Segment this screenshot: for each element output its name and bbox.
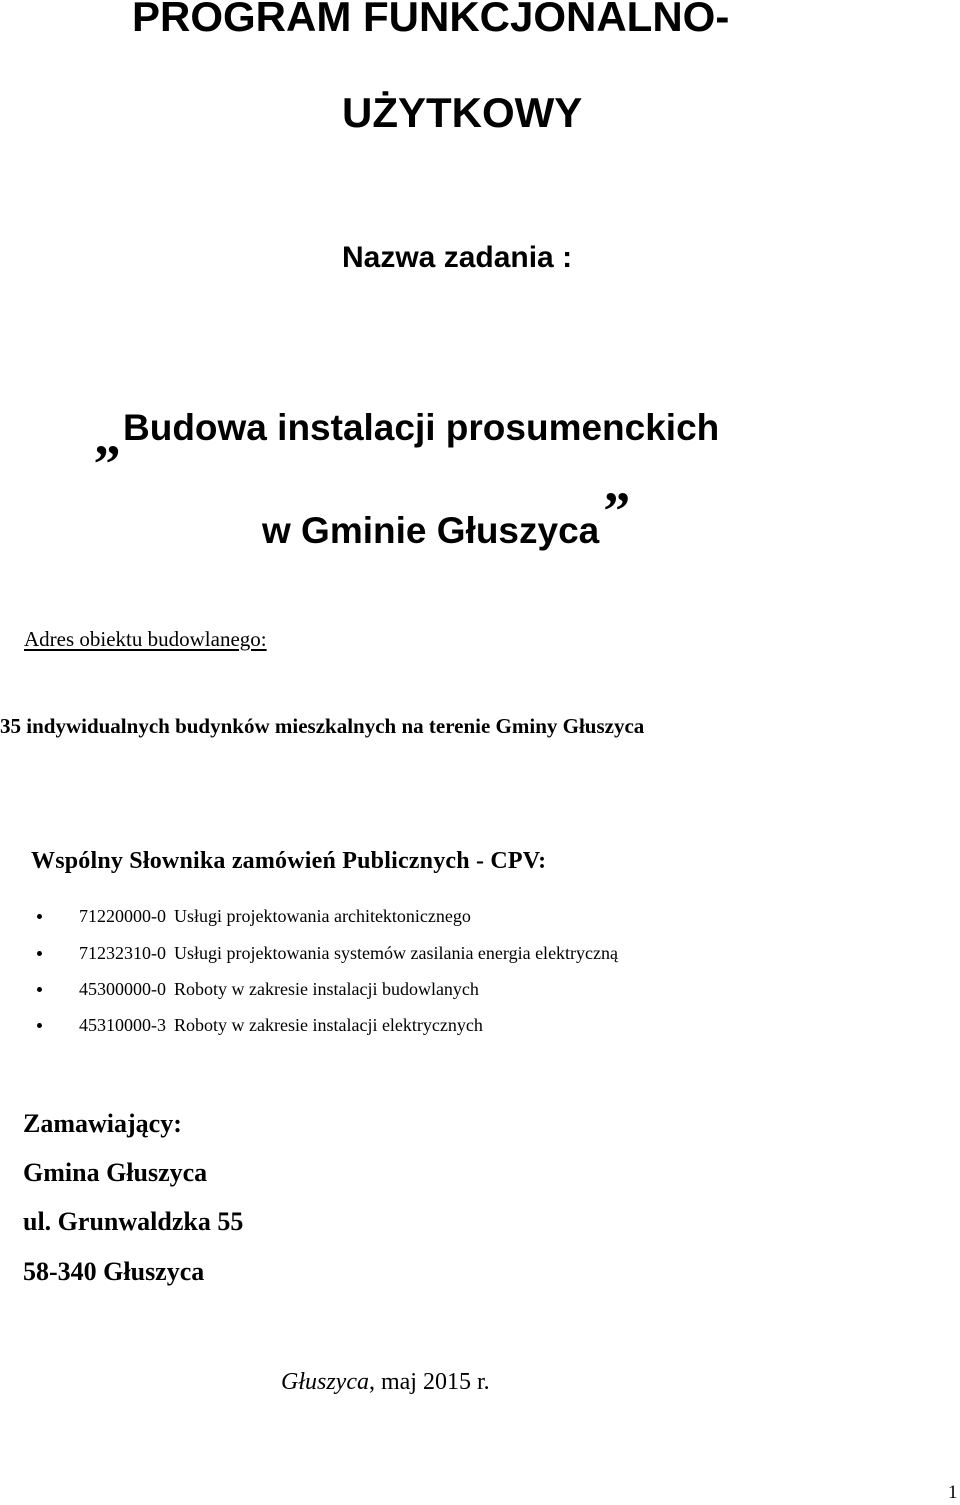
client-name: Gmina Głuszyca: [23, 1158, 208, 1187]
task-name-text-1: Budowa instalacji prosumenckich: [123, 407, 720, 448]
task-name-text-2: w Gminie Głuszyca: [262, 510, 600, 551]
place-and-date: [281, 1370, 490, 1394]
cpv-description: Roboty w zakresie instalacji elektrycznych: [174, 1015, 483, 1035]
cpv-list-item: [35, 980, 479, 998]
bullet-icon: [37, 914, 42, 919]
bullet-icon: [37, 987, 42, 992]
cpv-code: 45300000-0: [79, 979, 166, 999]
date: , maj 2015 r.: [368, 1369, 490, 1395]
address-label: Adres obiektu budowlanego:: [24, 627, 267, 651]
cpv-list-item: [35, 1016, 483, 1034]
cpv-description: Usługi projektowania systemów zasilania energia elektryczną: [174, 943, 619, 963]
closing-quote: ”: [603, 481, 631, 541]
cpv-description: Usługi projektowania architektonicznego: [174, 906, 471, 926]
bullet-icon: [37, 1023, 42, 1028]
client-postal-code: 58-340 Głuszyca: [23, 1257, 205, 1286]
cpv-heading: Wspólny Słownika zamówień Publicznych - CPV:: [31, 848, 547, 874]
task-name-line-1: [94, 395, 720, 466]
cpv-list-item: [35, 907, 471, 925]
cpv-list-item: [35, 944, 618, 962]
cpv-description: Roboty w zakresie instalacji budowlanych: [174, 979, 479, 999]
place: Głuszyca: [281, 1369, 369, 1395]
address-value: 35 indywidualnych budynków mieszkalnych na terenie Gminy Głuszyca: [0, 714, 645, 738]
cpv-code: 71220000-0: [79, 906, 166, 926]
document-title-line-2: UŻYTKOWY: [342, 89, 583, 136]
opening-quote: „: [94, 406, 121, 466]
client-label: Zamawiający:: [23, 1109, 182, 1138]
page-number: 1: [948, 1482, 958, 1503]
cpv-code: 45310000-3: [79, 1015, 166, 1035]
client-street: ul. Grunwaldzka 55: [23, 1207, 244, 1236]
bullet-icon: [37, 951, 42, 956]
cpv-code: 71232310-0: [79, 943, 166, 963]
task-name-line-2: [262, 481, 631, 552]
task-name-label: Nazwa zadania :: [342, 241, 573, 274]
document-title-line-1: PROGRAM FUNKCJONALNO-: [132, 0, 730, 40]
